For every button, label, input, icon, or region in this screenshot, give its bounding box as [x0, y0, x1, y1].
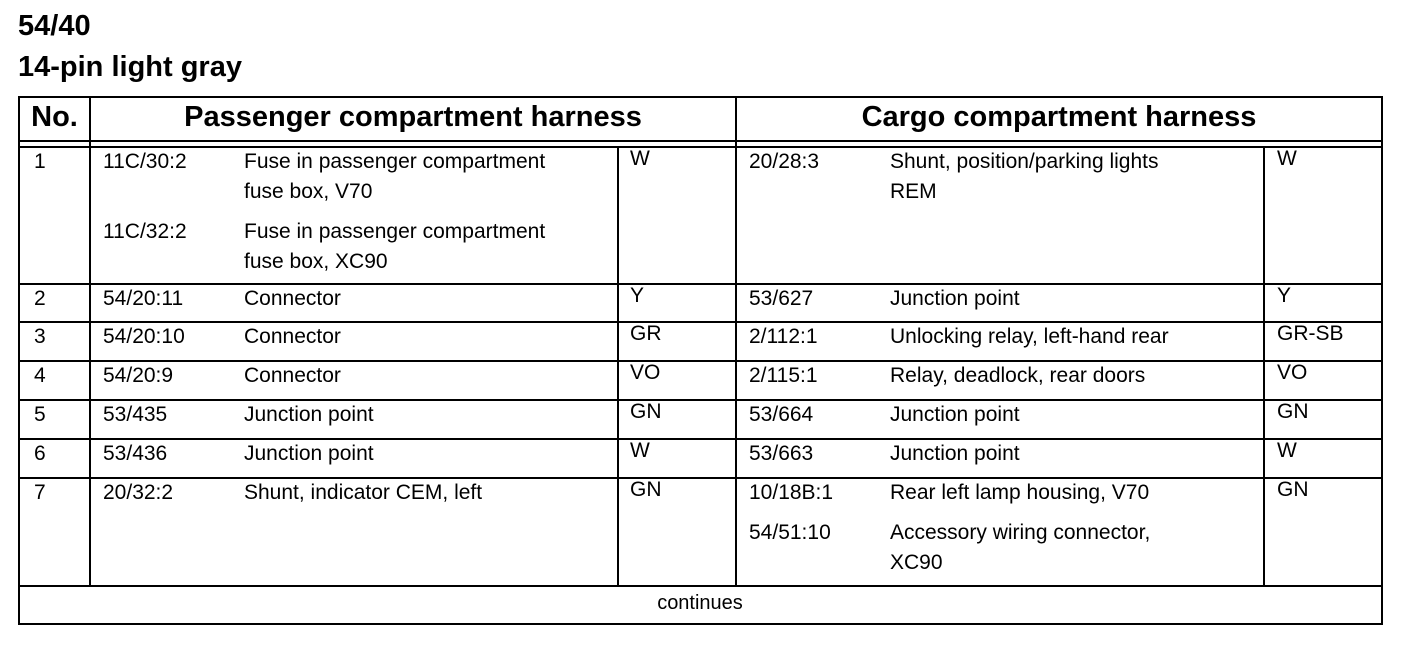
cargo-wire-color: GN [1277, 478, 1309, 501]
header-no: No. [31, 101, 78, 133]
passenger-ref: 53/436 [103, 442, 168, 465]
passenger-wire-color: W [630, 439, 650, 462]
row-divider [20, 321, 1381, 323]
row-number: 6 [34, 442, 46, 465]
passenger-wire-color: GR [630, 322, 662, 345]
cargo-description: Rear left lamp housing, V70 [890, 481, 1150, 504]
row-divider [20, 360, 1381, 362]
table-border-top [20, 96, 1381, 98]
row-divider [20, 585, 1381, 587]
row-divider [20, 283, 1381, 285]
row-divider [20, 477, 1381, 479]
cargo-ref: 2/115:1 [749, 364, 818, 387]
passenger-description: Connector [244, 325, 341, 348]
cargo-ref: 10/18B:1 [749, 481, 834, 504]
connector-code: 54/40 [18, 10, 91, 42]
cargo-ref: 53/663 [749, 442, 814, 465]
passenger-wire-color: GN [630, 400, 662, 423]
cargo-description: REM [890, 180, 937, 203]
cargo-ref: 53/627 [749, 287, 814, 310]
passenger-ref: 11C/32:2 [103, 220, 187, 243]
row-divider [20, 399, 1381, 401]
passenger-ref: 53/435 [103, 403, 168, 426]
passenger-description: Junction point [244, 403, 374, 426]
cargo-description: Junction point [890, 442, 1020, 465]
cargo-description: Shunt, position/parking lights [890, 150, 1159, 173]
row-number: 5 [34, 403, 46, 426]
passenger-ref: 54/20:10 [103, 325, 185, 348]
passenger-ref: 11C/30:2 [103, 150, 187, 173]
column-divider [617, 146, 619, 587]
row-number: 7 [34, 481, 46, 504]
passenger-wire-color: GN [630, 478, 662, 501]
cargo-description: Junction point [890, 403, 1020, 426]
passenger-description: Shunt, indicator CEM, left [244, 481, 483, 504]
connector-description: 14-pin light gray [18, 51, 242, 83]
passenger-ref: 54/20:11 [103, 287, 184, 310]
passenger-description: Fuse in passenger compartment [244, 220, 546, 243]
cargo-description: XC90 [890, 551, 943, 574]
cargo-description: Unlocking relay, left-hand rear [890, 325, 1169, 348]
cargo-wire-color: Y [1277, 284, 1292, 307]
passenger-description: fuse box, V70 [244, 180, 373, 203]
column-divider [1263, 146, 1265, 587]
cargo-ref: 53/664 [749, 403, 814, 426]
passenger-wire-color: VO [630, 361, 661, 384]
passenger-description: Connector [244, 364, 341, 387]
row-number: 2 [34, 287, 46, 310]
header-cargo-harness: Cargo compartment harness [861, 101, 1257, 133]
row-number: 4 [34, 364, 46, 387]
cargo-wire-color: W [1277, 439, 1297, 462]
passenger-description: fuse box, XC90 [244, 250, 388, 273]
cargo-wire-color: GR-SB [1277, 322, 1344, 345]
cargo-wire-color: VO [1277, 361, 1308, 384]
table-border-right [1381, 96, 1383, 625]
cargo-wire-color: GN [1277, 400, 1309, 423]
table-border-bottom [20, 623, 1381, 625]
passenger-wire-color: Y [630, 284, 645, 307]
cargo-description: Relay, deadlock, rear doors [890, 364, 1146, 387]
header-passenger-harness: Passenger compartment harness [184, 101, 642, 133]
row-divider [20, 438, 1381, 440]
passenger-ref: 54/20:9 [103, 364, 174, 387]
row-number: 3 [34, 325, 46, 348]
cargo-wire-color: W [1277, 147, 1297, 170]
passenger-description: Fuse in passenger compartment [244, 150, 546, 173]
cargo-ref: 2/112:1 [749, 325, 818, 348]
continues-note: continues [657, 592, 743, 614]
cargo-ref: 20/28:3 [749, 150, 820, 173]
column-divider [735, 96, 737, 587]
row-number: 1 [34, 150, 46, 173]
header-divider [20, 140, 1381, 142]
passenger-ref: 20/32:2 [103, 481, 174, 504]
passenger-description: Connector [244, 287, 341, 310]
header-divider-second [20, 146, 1381, 148]
passenger-description: Junction point [244, 442, 374, 465]
column-divider [89, 96, 91, 587]
cargo-description: Accessory wiring connector, [890, 521, 1151, 544]
cargo-description: Junction point [890, 287, 1020, 310]
cargo-ref: 54/51:10 [749, 521, 831, 544]
passenger-wire-color: W [630, 147, 650, 170]
